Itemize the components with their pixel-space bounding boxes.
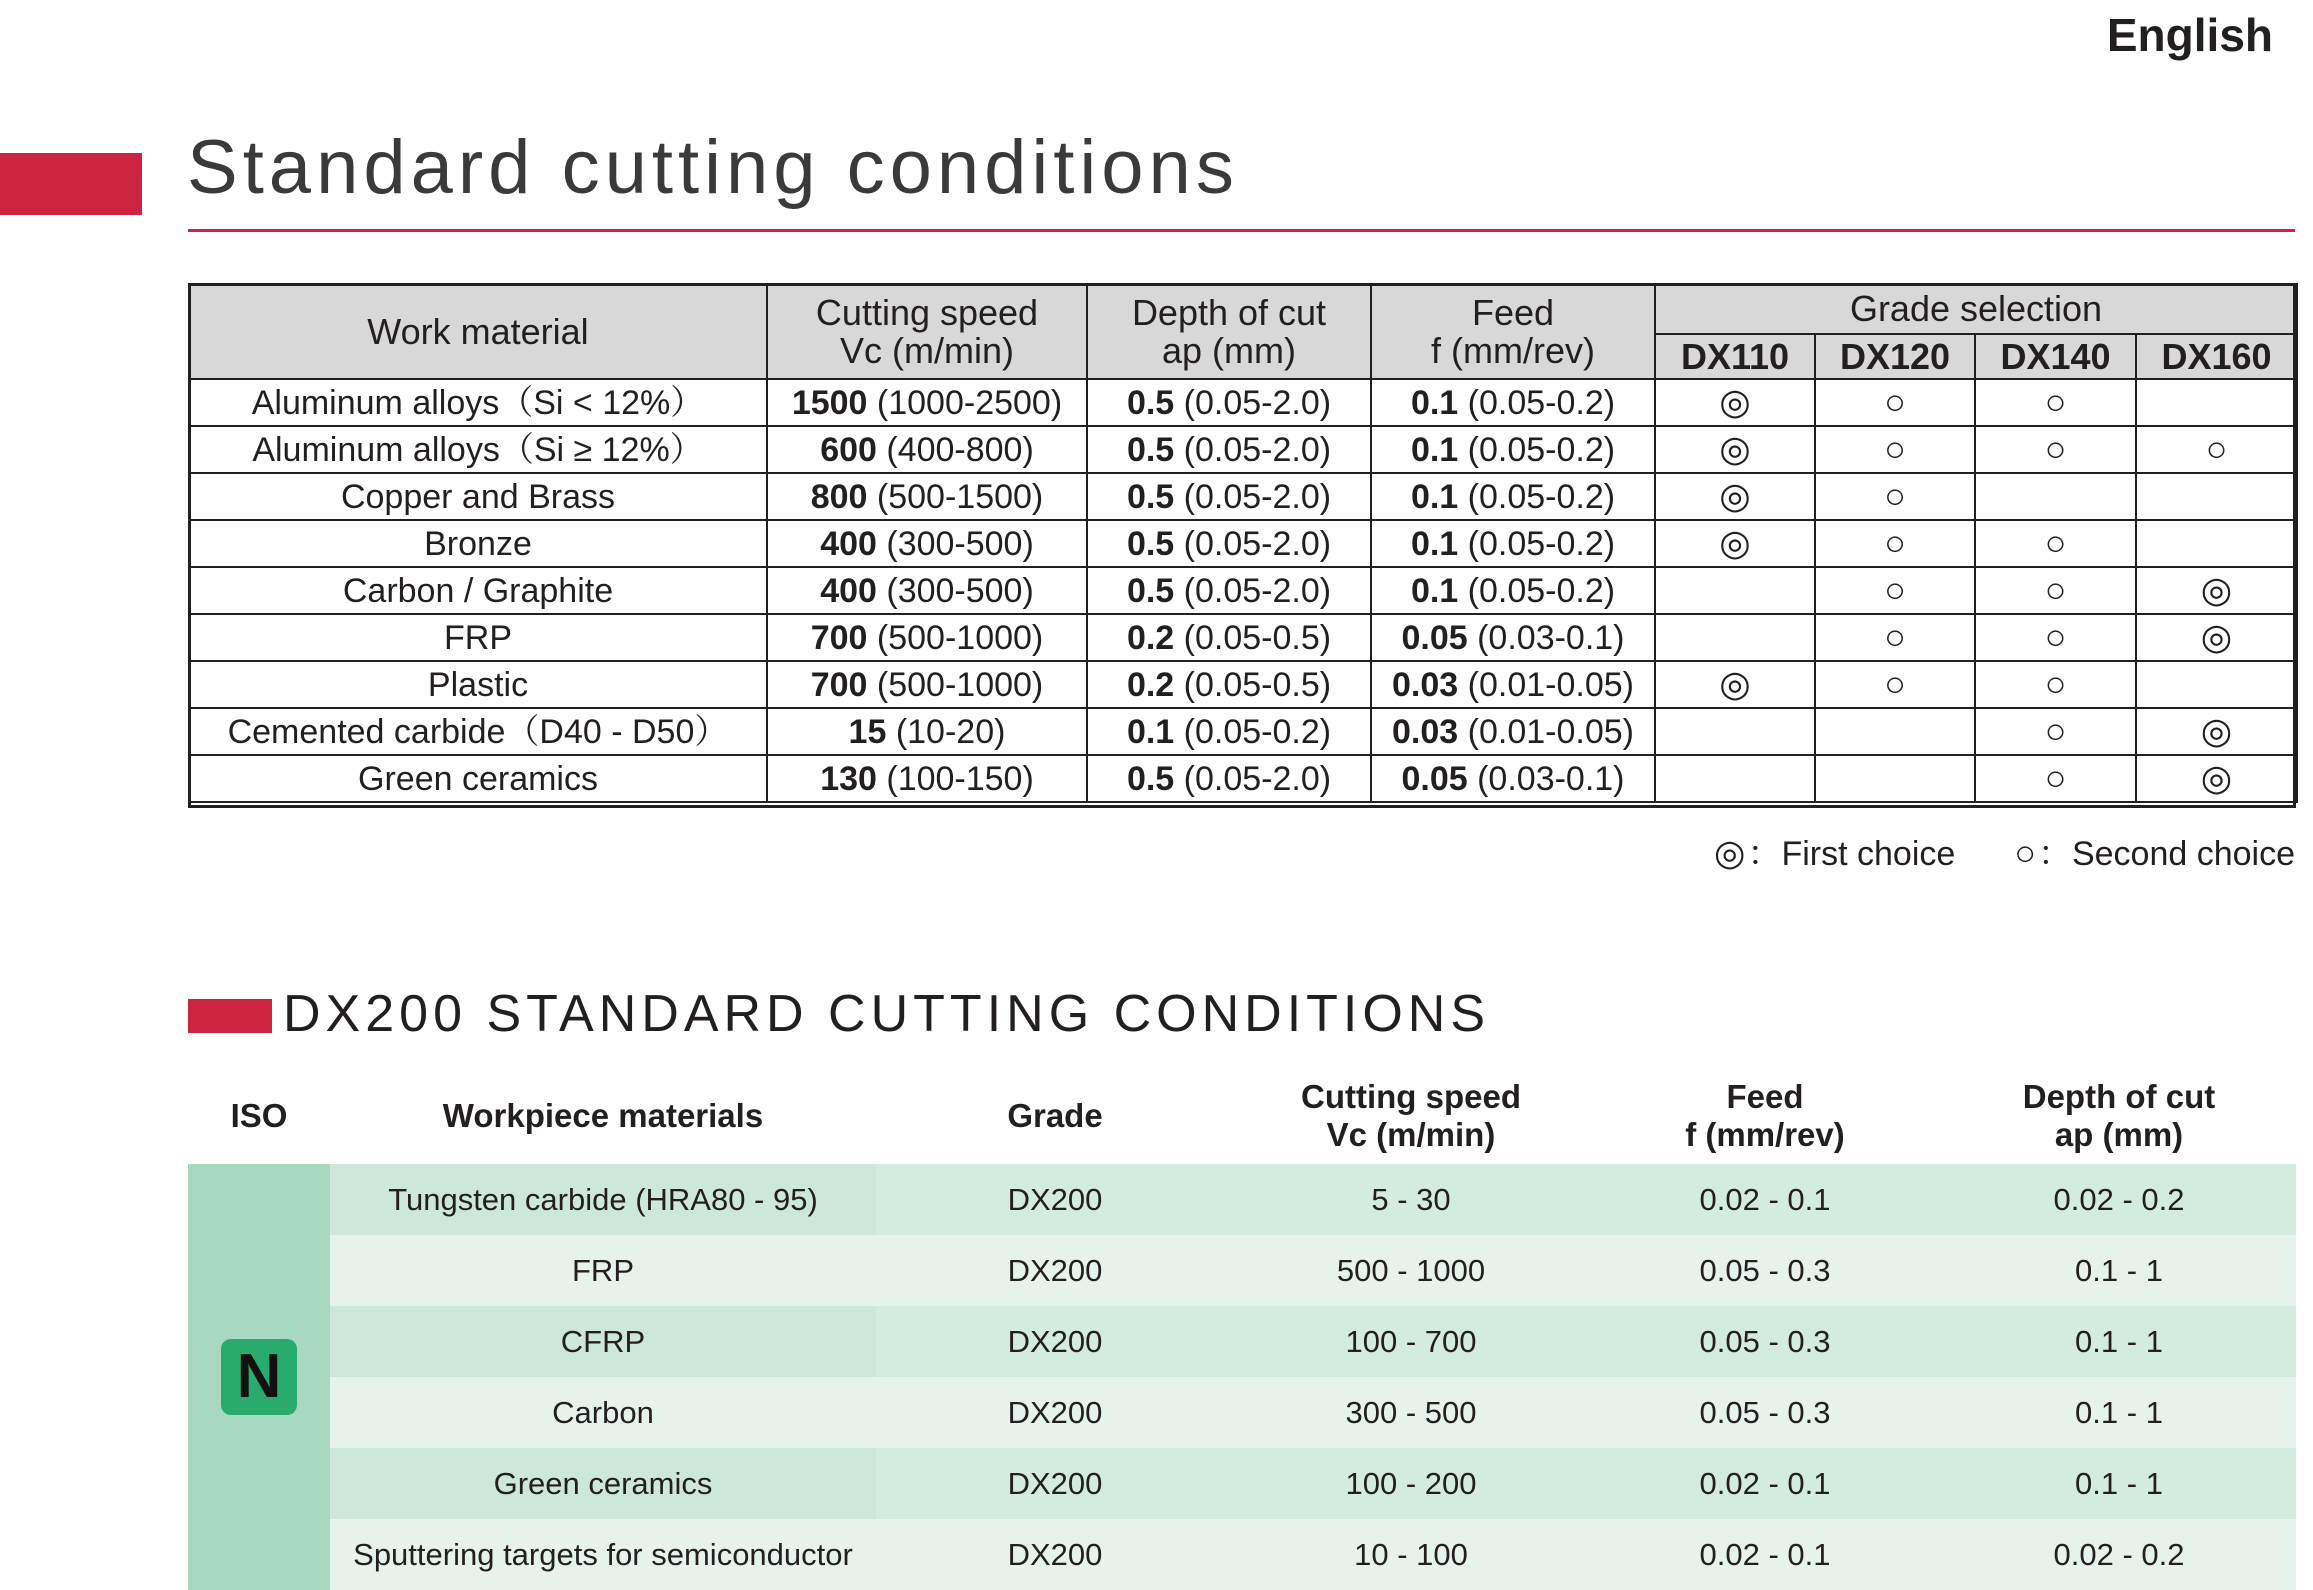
grade-choice-cell [1975,708,2136,755]
cutting-speed-range: (1000-2500) [867,383,1063,422]
grade-choice-cell [1975,473,2136,520]
depth-range: (0.05-0.5) [1174,665,1332,704]
depth-cell: 0.02 - 0.2 [1942,1164,2296,1235]
grade-choice-cell [1815,614,1975,661]
grade-choice-cell [1975,567,2136,614]
work-material-cell: Aluminum alloys（Si ≥ 12%） [189,426,767,473]
cutting-speed-cell [767,755,1087,802]
grade-choice-symbol: ○ [1884,521,1906,563]
feed-cell: 0.02 - 0.1 [1588,1519,1942,1590]
cutting-speed-value: 600 [820,430,877,469]
second-choice-symbol: ○ [2014,832,2036,873]
cutting-speed-cell: 5 - 30 [1234,1164,1588,1235]
cutting-speed-range: (300-500) [876,524,1034,563]
grade-choice-cell [2136,661,2297,708]
feed-cell [1371,567,1655,614]
feed-range: (0.03-0.1) [1467,759,1625,798]
depth-value: 0.5 [1126,571,1175,610]
feed-value: 0.1 [1410,383,1459,422]
depth-of-cut-cell [1087,567,1371,614]
feed-cell [1371,379,1655,426]
feed-cell [1371,755,1655,802]
grade-choice-symbol: ◎ [2200,615,2233,657]
work-material-cell: Cemented carbide（D40 - D50） [189,708,767,755]
header-speed2-line1: Cutting speed [1301,1078,1521,1115]
grade-choice-symbol: ○ [2044,615,2067,657]
header-depth-line2: ap (mm) [1162,329,1296,371]
grade-cell: DX200 [876,1164,1234,1235]
grade-choice-symbol: ◎ [1719,662,1751,704]
table-row [188,1164,2296,1235]
grade-cell: DX200 [876,1519,1234,1590]
grade-choice-cell [1975,379,2136,426]
cutting-speed-value: 130 [820,759,877,798]
cutting-speed-value: 400 [820,571,877,610]
grade-legend [1708,826,2295,875]
work-material-cell: Copper and Brass [189,473,767,520]
feed-value: 0.1 [1410,571,1459,610]
feed-value: 0.1 [1410,524,1459,563]
cutting-speed-value: 1500 [791,383,868,422]
header-speed2-line2: Vc (m/min) [1326,1116,1496,1153]
grade-choice-symbol: ○ [1884,474,1906,516]
grade-choice-symbol: ◎ [1719,474,1751,516]
cutting-speed-range: (100-150) [876,759,1034,798]
depth-value: 0.5 [1126,524,1175,563]
feed-cell: 0.02 - 0.1 [1588,1448,1942,1519]
cutting-speed-cell [767,661,1087,708]
feed-value: 0.05 [1401,618,1468,657]
grade-choice-symbol: ○ [2044,521,2067,563]
grade-choice-symbol: ◎ [1719,427,1751,469]
header-work-material: Work material [189,284,767,379]
cutting-speed-cell: 100 - 700 [1234,1306,1588,1377]
work-material-cell: Bronze [189,520,767,567]
depth-of-cut-cell [1087,661,1371,708]
grade-choice-cell [1815,426,1975,473]
grade-cell: DX200 [876,1448,1234,1519]
work-material-cell: Carbon / Graphite [189,567,767,614]
depth-cell: 0.1 - 1 [1942,1377,2296,1448]
feed-range: (0.03-0.1) [1467,618,1625,657]
grade-cell: DX200 [876,1306,1234,1377]
cutting-speed-value: 700 [810,665,868,704]
feed-cell [1371,708,1655,755]
header-depth-of-cut [1087,284,1371,379]
feed-cell: 0.02 - 0.1 [1588,1164,1942,1235]
depth-range: (0.05-2.0) [1174,524,1332,563]
second-choice-label: ：Second choice [2037,835,2295,873]
workpiece-material-cell: Green ceramics [330,1448,876,1519]
depth-of-cut-cell [1087,755,1371,802]
depth-range: (0.05-2.0) [1174,477,1332,516]
grade-choice-cell [2136,379,2297,426]
work-material-cell: Green ceramics [189,755,767,802]
workpiece-material-cell: Sputtering targets for semiconductor [330,1519,876,1590]
feed-value: 0.1 [1410,430,1459,469]
grade-choice-symbol: ○ [2044,568,2067,610]
workpiece-material-cell: Carbon [330,1377,876,1448]
cutting-speed-cell: 10 - 100 [1234,1519,1588,1590]
workpiece-material-cell: FRP [330,1235,876,1306]
feed-range: (0.05-0.2) [1458,571,1616,610]
table-row [189,708,2297,755]
grade-choice-cell [1815,708,1975,755]
header-iso: ISO [230,1097,288,1134]
feed-cell [1371,473,1655,520]
depth-cell: 0.1 - 1 [1942,1235,2296,1306]
grade-choice-cell [1655,379,1815,426]
grade-choice-cell [1975,661,2136,708]
cutting-speed-range: (400-800) [876,430,1034,469]
header-workpiece-materials: Workpiece materials [442,1097,764,1134]
iso-group-cell [188,1164,330,1590]
header-grade-dx110: DX110 [1655,334,1815,379]
table-row [189,379,2297,426]
iso-n-badge: N [221,1339,297,1415]
table-row [189,426,2297,473]
grade-cell: DX200 [876,1235,1234,1306]
first-choice-symbol: ◎ [1714,832,1746,873]
grade-choice-cell [2136,426,2297,473]
table-row [189,567,2297,614]
grade-choice-symbol: ○ [2044,380,2067,422]
depth-range: (0.05-0.2) [1174,712,1332,751]
cutting-speed-value: 800 [810,477,868,516]
cutting-speed-cell: 100 - 200 [1234,1448,1588,1519]
table-row [189,614,2297,661]
grade-choice-symbol: ○ [1884,427,1906,469]
table-row [188,1377,2296,1448]
depth-value: 0.5 [1126,759,1175,798]
feed-cell: 0.05 - 0.3 [1588,1377,1942,1448]
cutting-speed-range: (500-1500) [867,477,1044,516]
feed-value: 0.05 [1401,759,1468,798]
header-feed [1371,284,1655,379]
feed-value: 0.03 [1392,712,1459,751]
dx200-cutting-conditions-table [188,1068,2296,1590]
cutting-speed-value: 15 [848,712,887,751]
cutting-speed-cell [767,473,1087,520]
grade-choice-symbol: ◎ [2200,709,2233,751]
grade-choice-symbol: ◎ [2200,568,2233,610]
header-feed2-line2: f (mm/rev) [1685,1116,1845,1153]
feed-cell: 0.05 - 0.3 [1588,1306,1942,1377]
header-feed-2 [1588,1068,1942,1164]
depth-cell: 0.02 - 0.2 [1942,1519,2296,1590]
grade-cell: DX200 [876,1377,1234,1448]
header-feed-line2: f (mm/rev) [1431,329,1595,371]
header-cutting-speed [767,284,1087,379]
header-grade-dx120: DX120 [1815,334,1975,379]
depth-value: 0.1 [1126,712,1175,751]
cutting-speed-range: (10-20) [886,712,1006,751]
table-row [189,473,2297,520]
grade-choice-cell [1655,473,1815,520]
grade-choice-symbol: ○ [2044,756,2067,798]
grade-choice-cell [2136,567,2297,614]
table-row [189,661,2297,708]
grade-choice-cell [1655,708,1815,755]
depth-of-cut-cell [1087,520,1371,567]
depth-cell: 0.1 - 1 [1942,1448,2296,1519]
work-material-cell: FRP [189,614,767,661]
page-title: Standard cutting conditions [187,125,1239,210]
header-cutting-speed-line1: Cutting speed [815,291,1039,333]
cutting-speed-range: (500-1000) [867,665,1044,704]
feed-range: (0.05-0.2) [1458,524,1616,563]
grade-choice-cell [1975,426,2136,473]
depth-value: 0.5 [1126,477,1175,516]
table-row [189,755,2297,802]
depth-of-cut-cell [1087,708,1371,755]
grade-choice-symbol: ○ [2044,709,2067,751]
depth-value: 0.5 [1126,430,1175,469]
header-grade-dx140: DX140 [1975,334,2136,379]
grade-choice-symbol: ○ [1884,662,1906,704]
first-choice-label: ：First choice [1747,835,1956,873]
header-grade: Grade [1007,1097,1103,1134]
cutting-speed-range: (500-1000) [867,618,1044,657]
grade-choice-cell [1815,379,1975,426]
grade-choice-cell [1655,661,1815,708]
table-row [188,1448,2296,1519]
workpiece-material-cell: Tungsten carbide (HRA80 - 95) [330,1164,876,1235]
workpiece-material-cell: CFRP [330,1306,876,1377]
feed-range: (0.05-0.2) [1458,383,1616,422]
grade-choice-cell [1975,520,2136,567]
depth-range: (0.05-2.0) [1174,571,1332,610]
grade-choice-cell [1655,614,1815,661]
feed-range: (0.01-0.05) [1458,665,1634,704]
grade-choice-cell [1815,473,1975,520]
grade-choice-symbol: ○ [1884,380,1906,422]
depth-value: 0.2 [1126,665,1175,704]
header-grade-dx160: DX160 [2136,334,2297,379]
feed-range: (0.05-0.2) [1458,477,1616,516]
header-depth-2 [1942,1068,2296,1164]
table-row [189,520,2297,567]
header-cutting-speed-2 [1234,1068,1588,1164]
cutting-speed-range: (300-500) [876,571,1034,610]
cutting-speed-cell: 300 - 500 [1234,1377,1588,1448]
table-row [188,1519,2296,1590]
grade-choice-symbol: ◎ [2200,756,2233,798]
grade-choice-cell [1655,567,1815,614]
grade-choice-cell [1815,661,1975,708]
grade-choice-symbol: ○ [2205,427,2228,469]
grade-choice-cell [2136,520,2297,567]
cutting-speed-cell: 500 - 1000 [1234,1235,1588,1306]
grade-choice-cell [2136,755,2297,802]
grade-choice-cell [1655,755,1815,802]
feed-range: (0.01-0.05) [1458,712,1634,751]
table-row [188,1235,2296,1306]
title-underline [188,229,2295,232]
depth-of-cut-cell [1087,473,1371,520]
depth-value: 0.2 [1126,618,1175,657]
feed-range: (0.05-0.2) [1458,430,1616,469]
depth-of-cut-cell [1087,426,1371,473]
table-row [188,1306,2296,1377]
grade-choice-symbol: ○ [2044,427,2067,469]
grade-choice-cell [2136,708,2297,755]
depth-range: (0.05-0.5) [1174,618,1332,657]
feed-cell [1371,614,1655,661]
cutting-speed-cell [767,426,1087,473]
standard-cutting-conditions-table [188,283,2298,803]
cutting-speed-cell [767,520,1087,567]
grade-choice-cell [1815,567,1975,614]
section2-accent-bar [188,999,272,1033]
grade-choice-symbol: ◎ [1719,380,1751,422]
grade-choice-cell [2136,614,2297,661]
cutting-speed-cell [767,708,1087,755]
header-cutting-speed-line2: Vc (m/min) [840,329,1014,371]
header-feed2-line1: Feed [1726,1078,1804,1115]
header-depth2-line1: Depth of cut [2022,1078,2216,1115]
feed-cell [1371,426,1655,473]
title-accent-bar [0,153,142,215]
depth-of-cut-cell [1087,614,1371,661]
feed-cell: 0.05 - 0.3 [1588,1235,1942,1306]
work-material-cell: Plastic [189,661,767,708]
cutting-speed-value: 700 [810,618,868,657]
feed-value: 0.1 [1410,477,1459,516]
cutting-speed-cell [767,379,1087,426]
grade-choice-cell [1815,755,1975,802]
header-feed-line1: Feed [1471,291,1555,333]
depth-range: (0.05-2.0) [1174,759,1332,798]
grade-choice-cell [1975,755,2136,802]
grade-choice-symbol: ◎ [1719,521,1751,563]
grade-choice-cell [1815,520,1975,567]
depth-range: (0.05-2.0) [1174,383,1332,422]
feed-cell [1371,520,1655,567]
cutting-speed-value: 400 [820,524,877,563]
depth-range: (0.05-2.0) [1174,430,1332,469]
cutting-speed-cell [767,614,1087,661]
grade-choice-cell [1975,614,2136,661]
section2-title: DX200 STANDARD CUTTING CONDITIONS [283,985,1491,1043]
work-material-cell: Aluminum alloys（Si < 12%） [189,379,767,426]
header-depth-line1: Depth of cut [1131,291,1327,333]
depth-of-cut-cell [1087,379,1371,426]
header-grade-selection: Grade selection [1655,284,2297,334]
grade-choice-symbol: ○ [1884,615,1906,657]
grade-choice-cell [2136,473,2297,520]
grade-choice-symbol: ○ [2044,662,2067,704]
depth-value: 0.5 [1126,383,1175,422]
grade-choice-cell [1655,426,1815,473]
grade-choice-symbol: ○ [1884,568,1906,610]
grade-choice-cell [1655,520,1815,567]
depth-cell: 0.1 - 1 [1942,1306,2296,1377]
feed-value: 0.03 [1392,665,1459,704]
cutting-speed-cell [767,567,1087,614]
language-label: English [2106,9,2273,61]
feed-cell [1371,661,1655,708]
header-depth2-line2: ap (mm) [2054,1116,2184,1153]
